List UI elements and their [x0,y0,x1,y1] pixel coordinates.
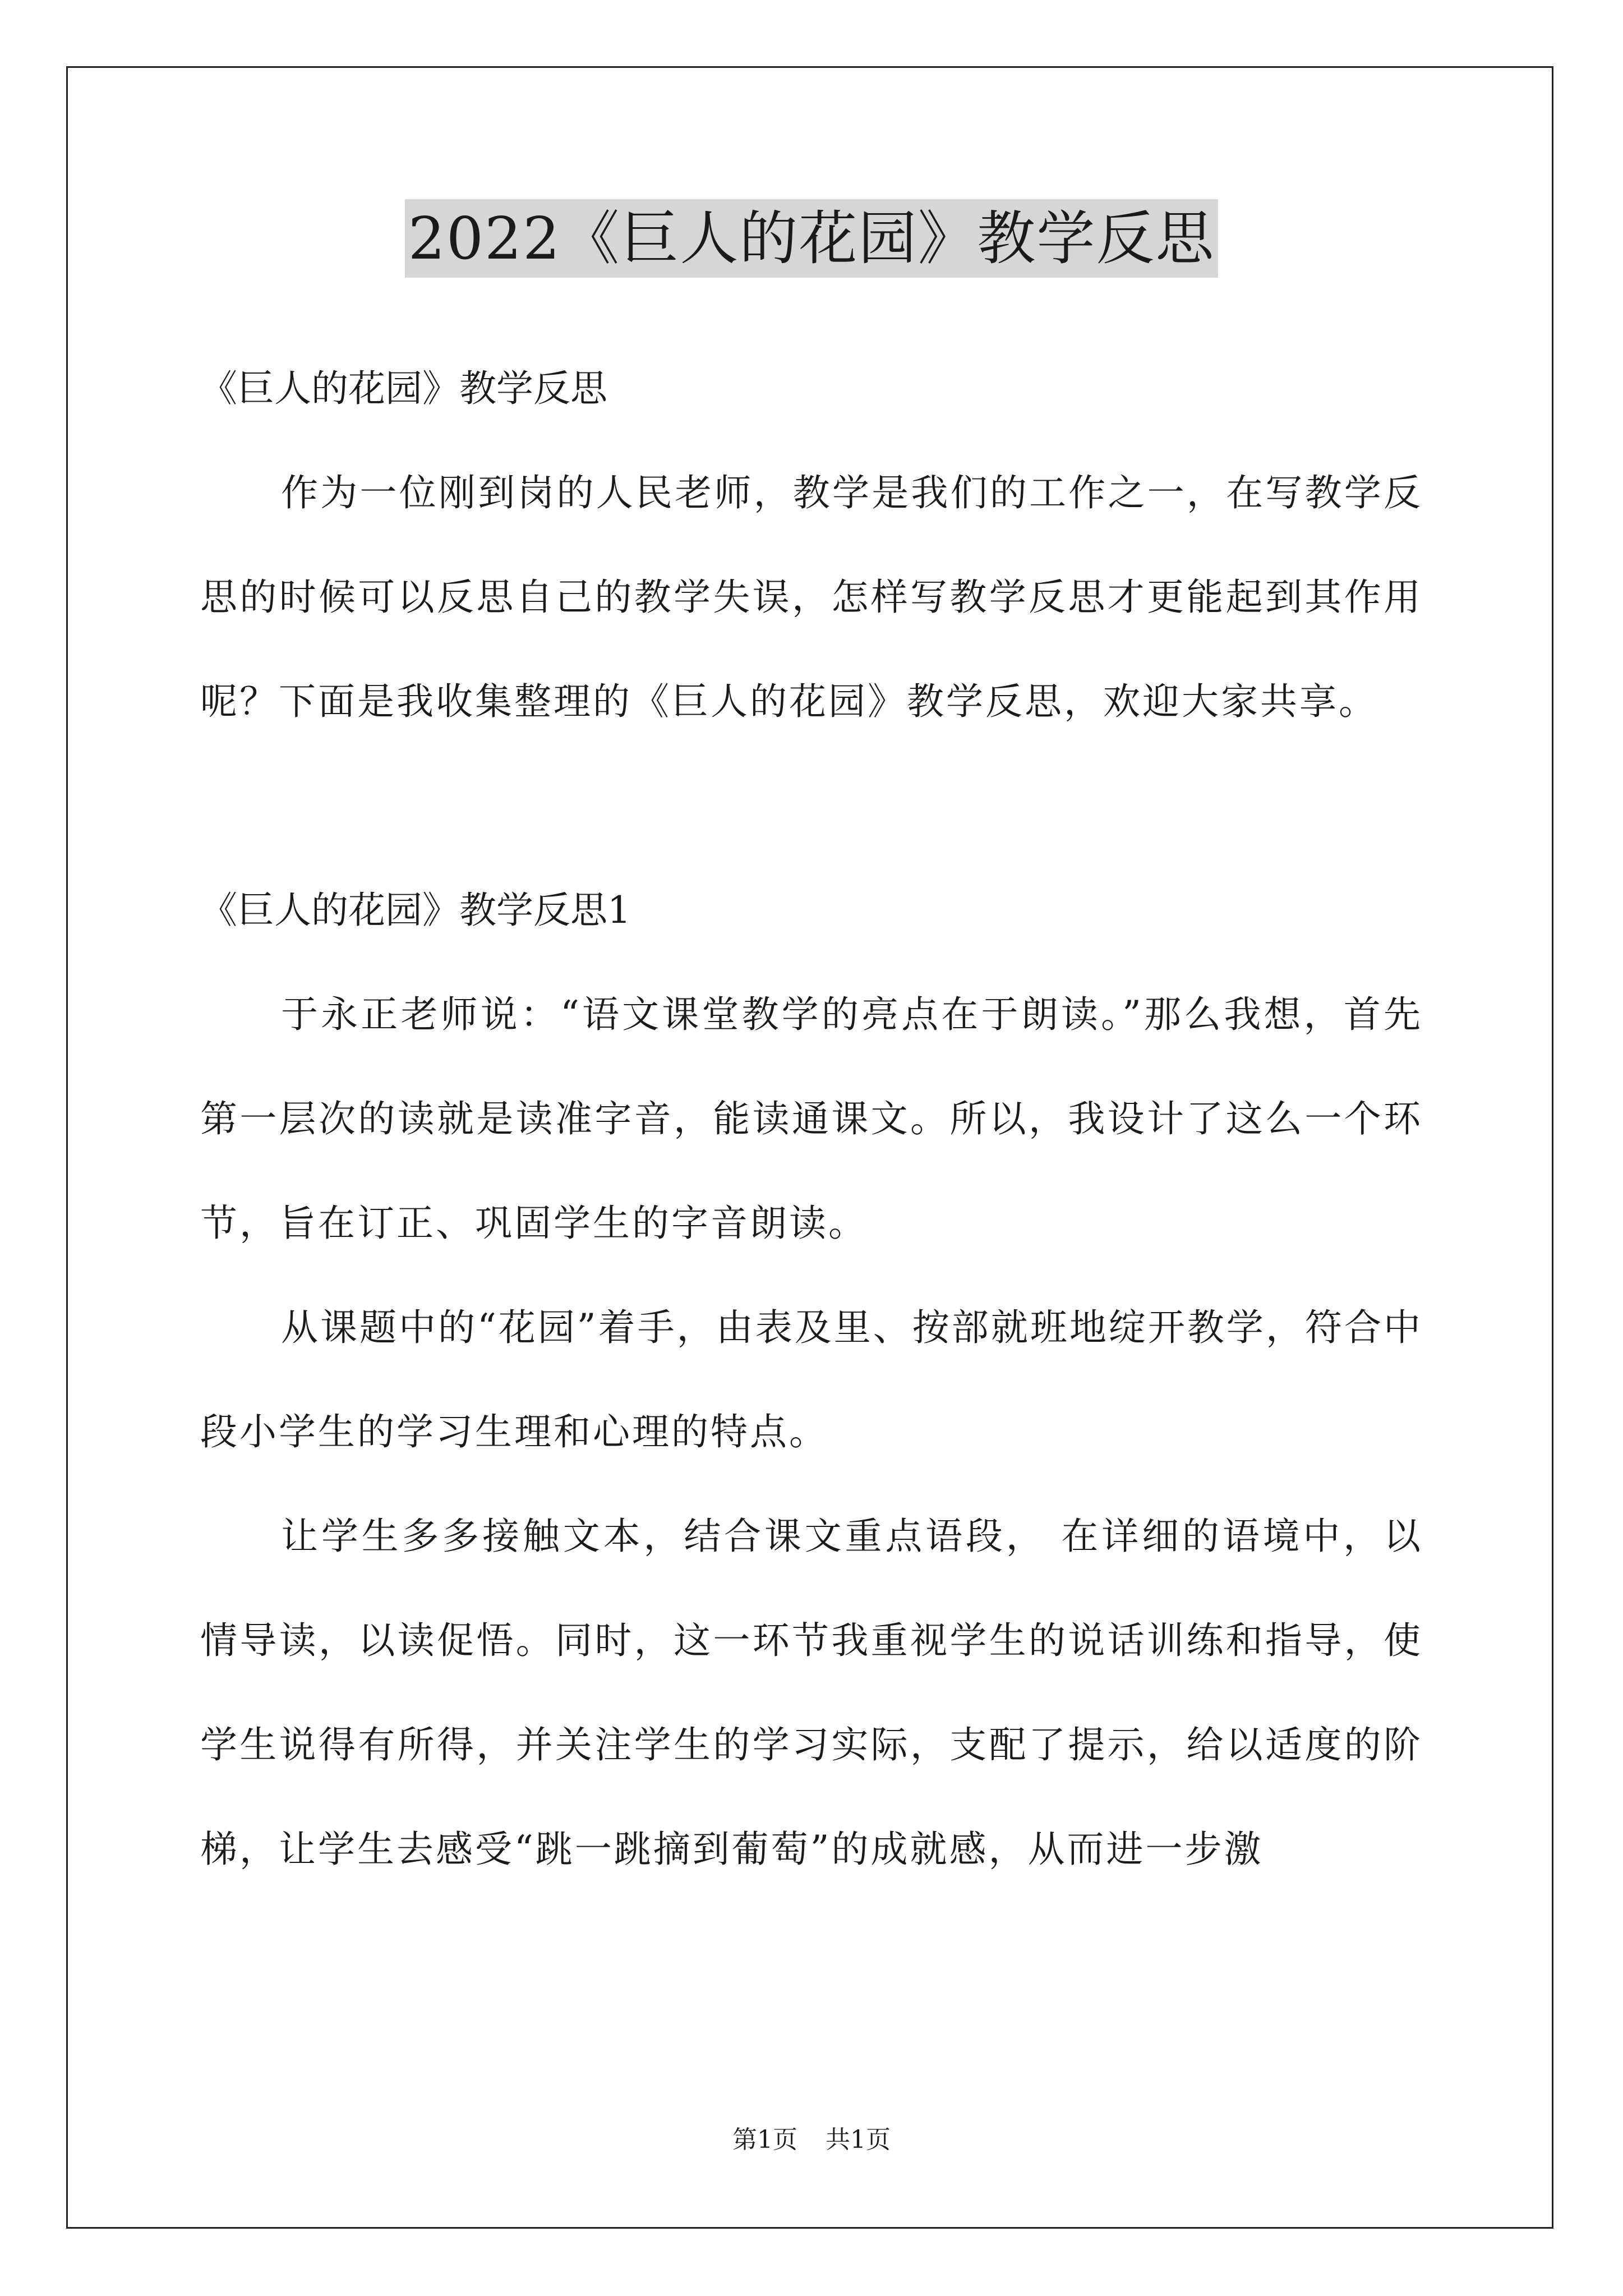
page-footer [0,2123,1623,2157]
page-number-total: 共1页 [826,2125,891,2154]
document-title: 2022《巨人的花园》教学反思 [405,199,1219,278]
body-paragraph: 于永正老师说：“语文课堂教学的亮点在于朗读。”那么我想，首先第一层次的读就是读准字音，能读通课文。所以，我设计了这么一个环节，旨在订正、巩固学生的字音朗读。 [200,993,1423,1245]
subtitle: 《巨人的花园》教学反思 [200,367,607,410]
body-paragraph: 从课题中的“花园”着手，由表及里、按部就班地绽开教学，符合中段小学生的学习生理和心理的特点。 [200,1306,1423,1453]
document-body [200,337,1423,1902]
intro-paragraph: 作为一位刚到岗的人民老师，教学是我们的工作之一，在写教学反思的时候可以反思自己的教学失误，怎样写教学反思才更能起到其作用呢？下面是我收集整理的《巨人的花园》教学反思，欢迎大家共享。 [200,471,1423,723]
section-heading: 《巨人的花园》教学反思1 [200,889,631,932]
section-gap [200,754,1423,858]
title-container [0,199,1623,278]
body-paragraph: 让学生多多接触文本，结合课文重点语段， 在详细的语境中，以情导读，以读促悟。同时，这一环节我重视学生的说话训练和指导，使学生说得有所得，并关注学生的学习实际，支配了提示，给以适度的阶梯，让学生去感受“跳一跳摘到葡萄”的成就感，从而进一步激 [200,1515,1423,1871]
page-number-current: 第1页 [732,2125,797,2154]
